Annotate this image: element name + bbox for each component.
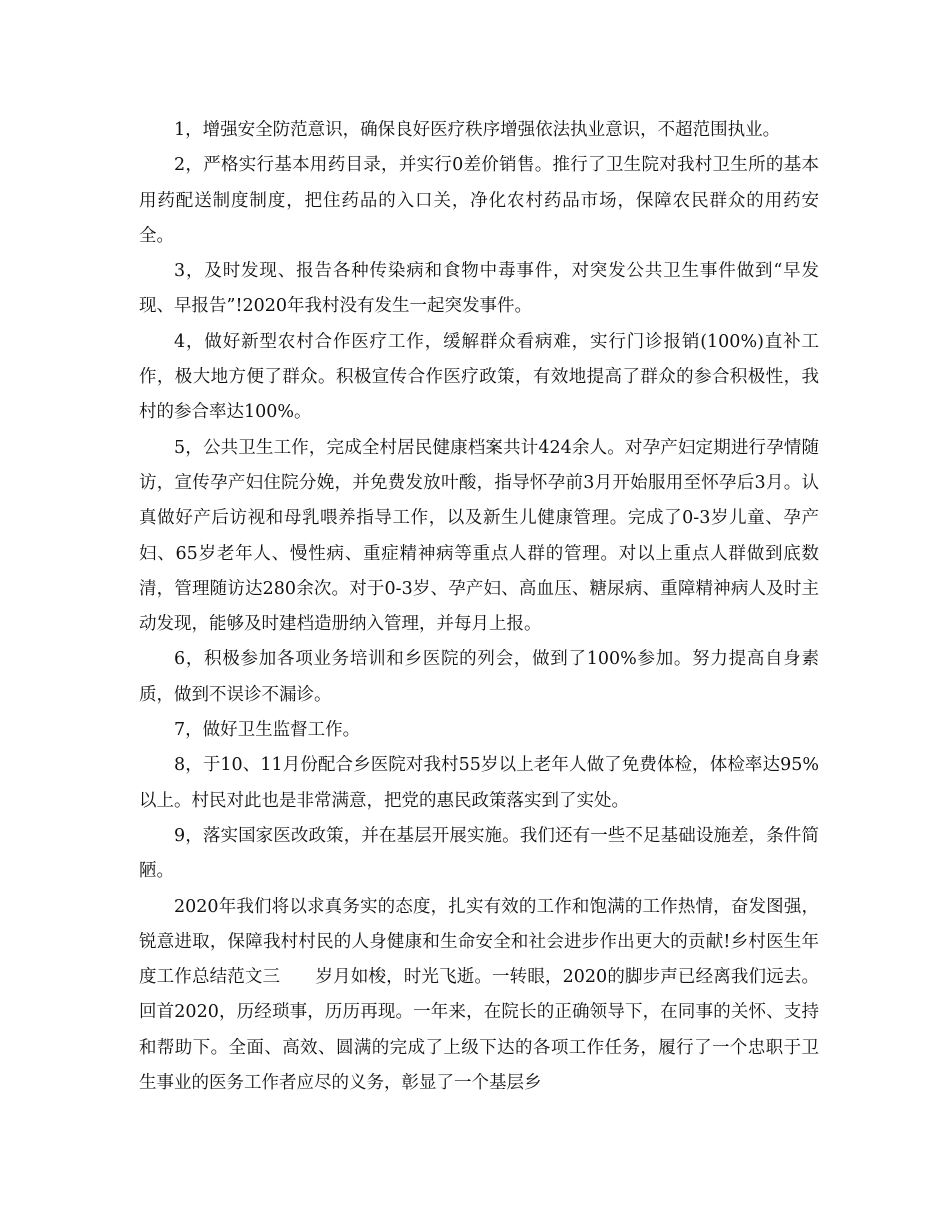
paragraph-4: 4，做好新型农村合作医疗工作，缓解群众看病难，实行门诊报销(100%)直补工作，极大地方便了群众。积极宣传合作医疗政策，有效地提高了群众的参合积极性，我村的参合率达100%。 [139, 331, 819, 423]
paragraph-6: 6，积极参加各项业务培训和乡医院的列会，做到了100%参加。努力提高自身素质，做到不误诊不漏诊。 [139, 649, 819, 705]
paragraph-10: 2020年我们将以求真务实的态度，扎实有效的工作和饱满的工作热情，奋发图强，锐意进取，保障我村村民的人身健康和生命安全和社会进步作出更大的贡献!乡村医生年度工作总结范文三 岁月如梭，时光飞逝。一转眼，2020的脚步声已经离我们远去。回首2020，历经琐事，历历再现。一年来，在院长的正确领导下，在同事的关怀、支持和帮助下。全面、高效、圆满的完成了上级下达的各项工作任务，履行了一个忠职于卫生事业的医务工作者应尽的义务，彰显了一个基层乡 [139, 896, 819, 1094]
paragraph-2: 2，严格实行基本用药目录，并实行0差价销售。推行了卫生院对我村卫生所的基本用药配送制度制度，把住药品的入口关，净化农村药品市场，保障农民群众的用药安全。 [139, 155, 819, 246]
paragraph-9: 9，落实国家医改政策，并在基层开展实施。我们还有一些不足基础设施差，条件简陋。 [139, 825, 819, 882]
paragraph-7: 7，做好卫生监督工作。 [174, 720, 361, 741]
paragraph-5: 5，公共卫生工作，完成全村居民健康档案共计424余人。对孕产妇定期进行孕情随访，宣传孕产妇住院分娩，并免费发放叶酸，指导怀孕前3月开始服用至怀孕后3月。认真做好产后访视和母乳喂养指导工作，以及新生儿健康管理。完成了0-3岁儿童、孕产妇、65岁老年人、慢性病、重症精神病等重点人群的管理。对以上重点人群做到底数清，管理随访达280余次。对于0-3岁、孕产妇、高血压、糖尿病、重障精神病人及时主动发现，能够及时建档造册纳入管理，并每月上报。 [139, 437, 819, 635]
paragraph-3: 3，及时发现、报告各种传染病和食物中毒事件，对突发公共卫生事件做到“早发现、早报告”!2020年我村没有发生一起突发事件。 [139, 261, 819, 317]
paragraph-8: 8，于10、11月份配合乡医院对我村55岁以上老年人做了免费体检，体检率达95%以上。村民对此也是非常满意，把党的惠民政策落实到了实处。 [139, 755, 819, 811]
paragraph-1: 1，增强安全防范意识，确保良好医疗秩序增强依法执业意识，不超范围执业。 [174, 120, 781, 140]
document-body [139, 113, 819, 1101]
